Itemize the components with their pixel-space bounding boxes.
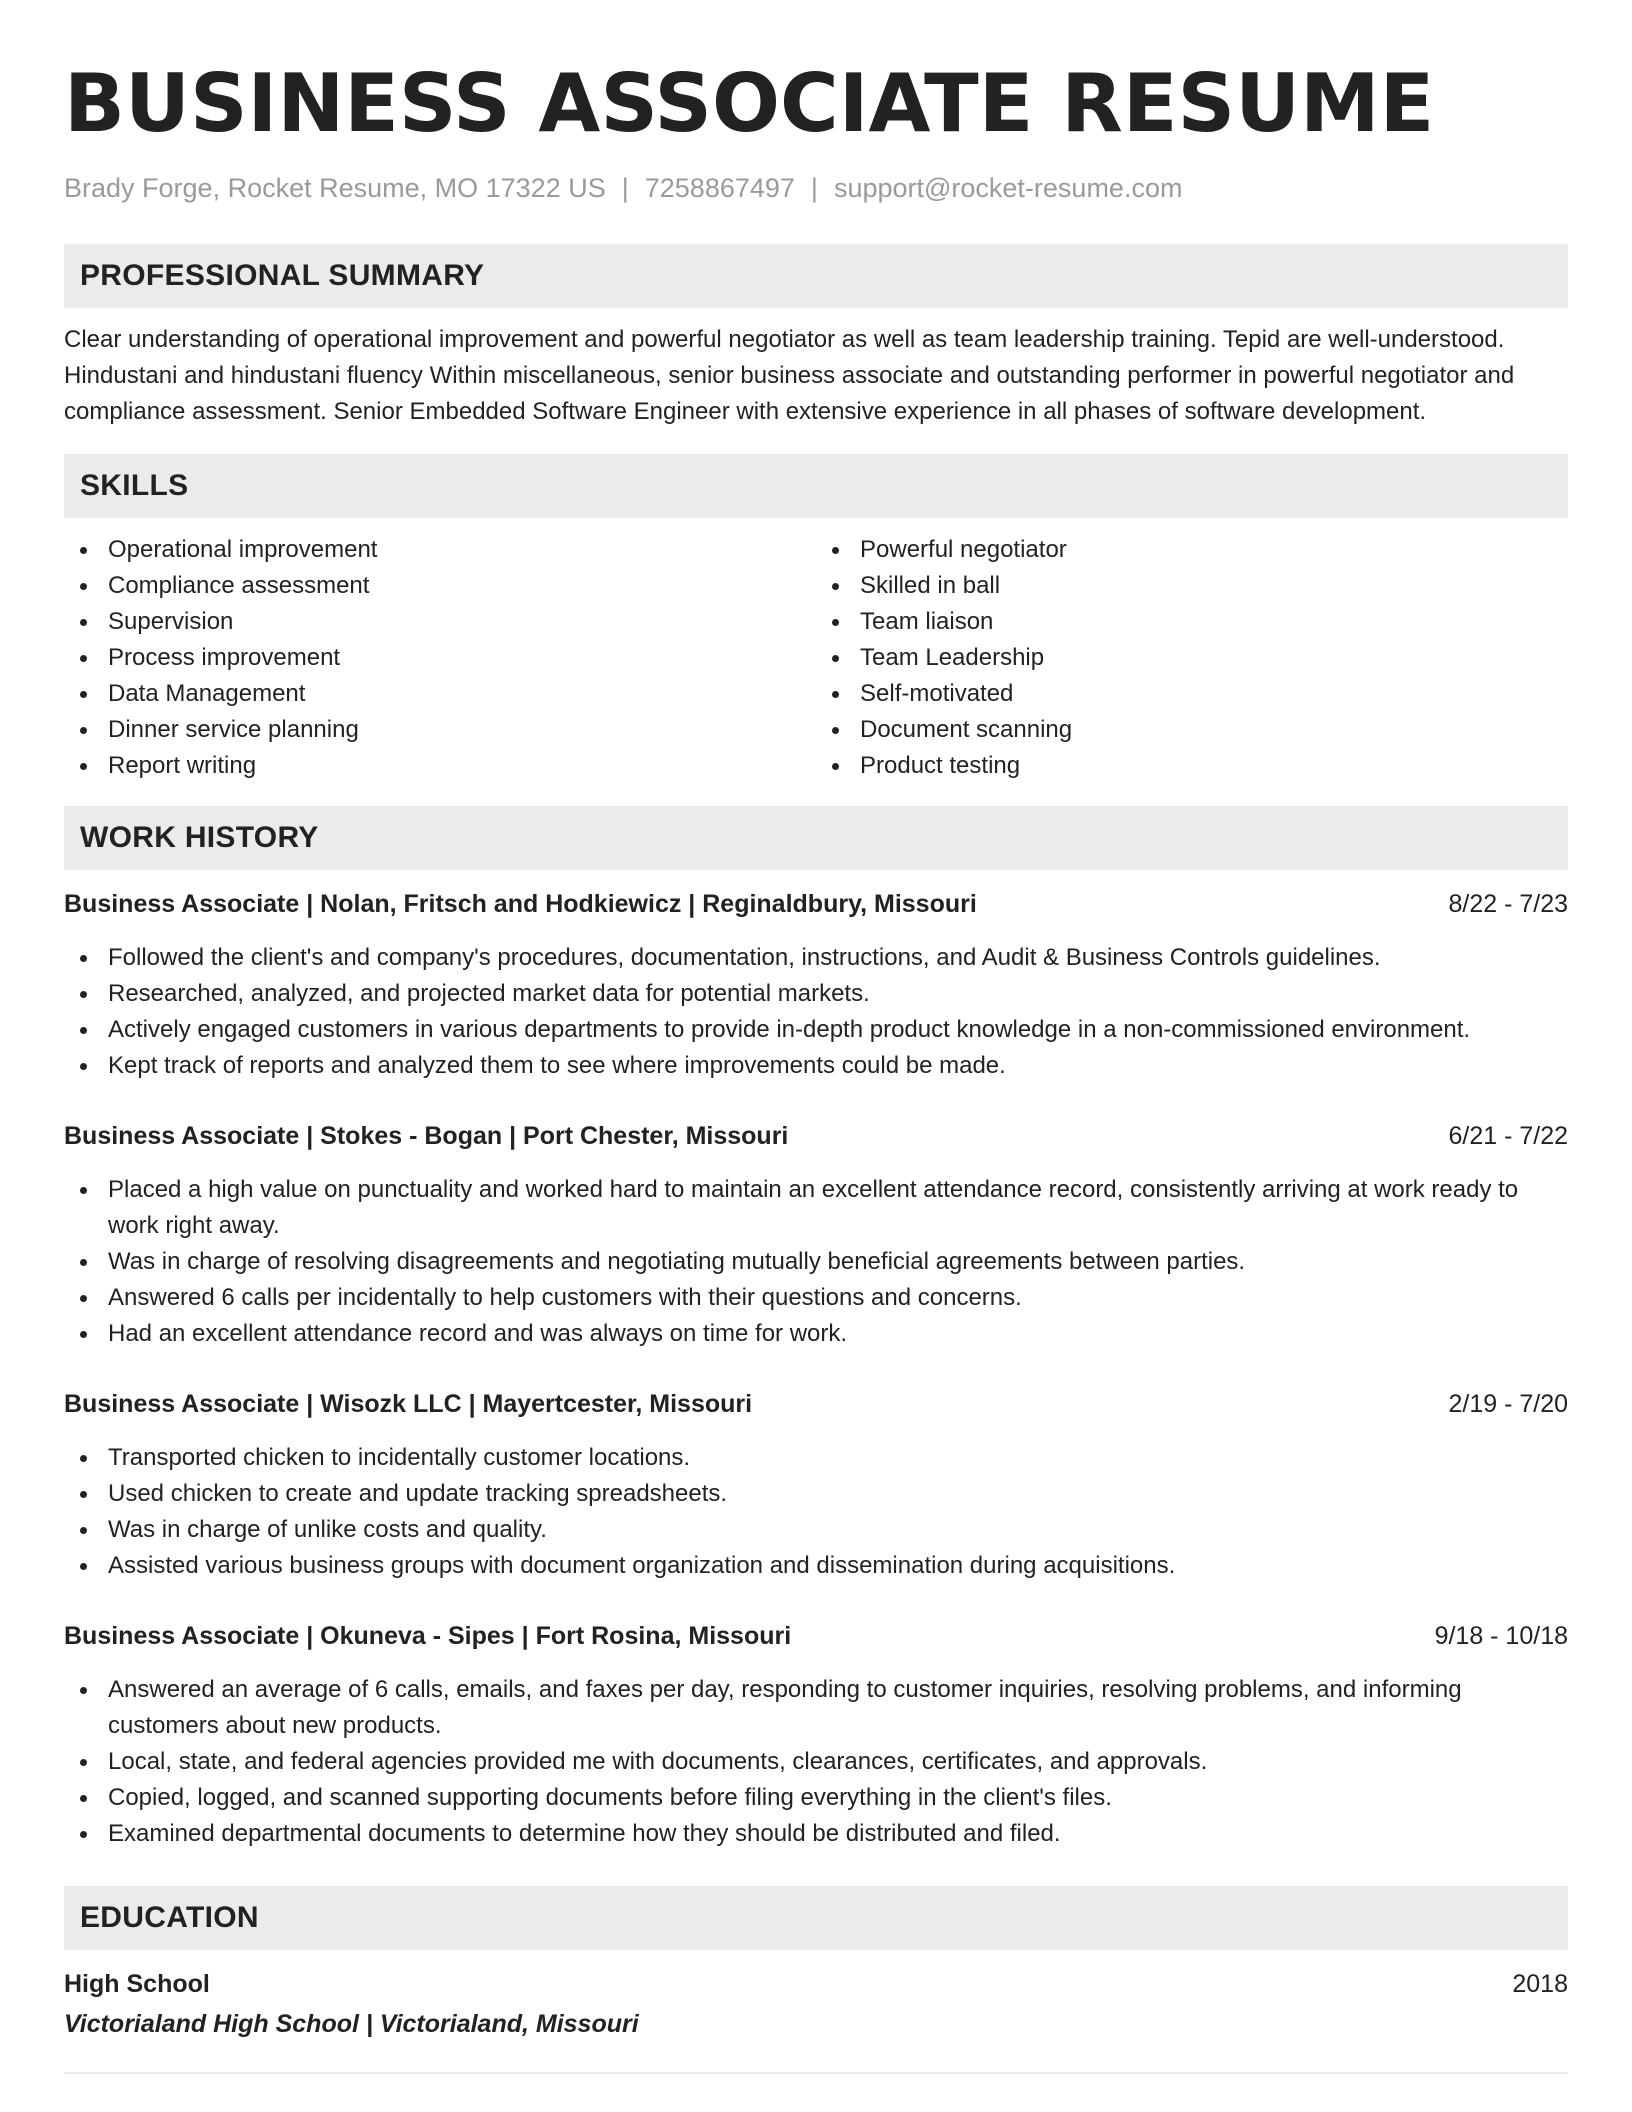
- job-bullet: Transported chicken to incidentally customer locations.: [64, 1440, 1568, 1476]
- skill-item: Report writing: [64, 748, 816, 784]
- job-dates: 6/21 - 7/22: [1448, 1122, 1568, 1150]
- skills-columns: [64, 532, 1568, 784]
- contact-separator: |: [621, 173, 629, 203]
- job-bullets: [64, 1172, 1568, 1352]
- job-entry: [64, 886, 1568, 1084]
- skill-item: Powerful negotiator: [816, 532, 1568, 568]
- job-header: [64, 1618, 1568, 1654]
- skill-item: Supervision: [64, 604, 816, 640]
- job-title: Business Associate | Stokes - Bogan | Port Chester, Missouri: [64, 1122, 789, 1150]
- contact-separator: |: [810, 173, 818, 203]
- summary-heading: PROFESSIONAL SUMMARY: [64, 244, 1568, 308]
- skill-item: Data Management: [64, 676, 816, 712]
- job-bullet: Local, state, and federal agencies provided me with documents, clearances, certificates, and approvals.: [64, 1744, 1568, 1780]
- skill-item: Team liaison: [816, 604, 1568, 640]
- job-bullets: [64, 940, 1568, 1084]
- job-bullet: Answered 6 calls per incidentally to help customers with their questions and concerns.: [64, 1280, 1568, 1316]
- job-entry: [64, 1386, 1568, 1584]
- skills-list-left: [64, 532, 816, 784]
- skill-item: Self-motivated: [816, 676, 1568, 712]
- job-header: [64, 1118, 1568, 1154]
- job-entry: [64, 1118, 1568, 1352]
- job-bullet: Was in charge of resolving disagreements and negotiating mutually beneficial agreements between parties.: [64, 1244, 1568, 1280]
- job-dates: 9/18 - 10/18: [1434, 1622, 1568, 1650]
- job-title: Business Associate | Nolan, Fritsch and Hodkiewicz | Reginaldbury, Missouri: [64, 890, 977, 918]
- job-header: [64, 886, 1568, 922]
- job-bullets: [64, 1440, 1568, 1584]
- skill-item: Document scanning: [816, 712, 1568, 748]
- bottom-divider: [64, 2072, 1568, 2074]
- skill-item: Compliance assessment: [64, 568, 816, 604]
- work-heading: WORK HISTORY: [64, 806, 1568, 870]
- job-bullet: Examined departmental documents to determine how they should be distributed and filed.: [64, 1816, 1568, 1852]
- skill-item: Team Leadership: [816, 640, 1568, 676]
- job-header: [64, 1386, 1568, 1422]
- education-year: 2018: [1512, 1970, 1568, 1998]
- skill-item: Operational improvement: [64, 532, 816, 568]
- job-bullet: Answered an average of 6 calls, emails, and faxes per day, responding to customer inquiries, resolving problems, and informing customers about new products.: [64, 1672, 1568, 1744]
- job-dates: 2/19 - 7/20: [1448, 1390, 1568, 1418]
- education-degree: High School: [64, 1970, 210, 1998]
- job-bullet: Researched, analyzed, and projected market data for potential markets.: [64, 976, 1568, 1012]
- job-bullets: [64, 1672, 1568, 1852]
- contact-line: [64, 170, 1568, 206]
- education-entry: [64, 1966, 1568, 2042]
- contact-phone: 7258867497: [644, 173, 795, 203]
- skills-list-right: [816, 532, 1568, 784]
- job-bullet: Actively engaged customers in various departments to provide in-depth product knowledge in a non-commissioned environment.: [64, 1012, 1568, 1048]
- contact-email: support@rocket-resume.com: [833, 173, 1183, 203]
- education-heading: EDUCATION: [64, 1886, 1568, 1950]
- job-bullet: Copied, logged, and scanned supporting documents before filing everything in the client's files.: [64, 1780, 1568, 1816]
- job-bullet: Had an excellent attendance record and was always on time for work.: [64, 1316, 1568, 1352]
- skill-item: Process improvement: [64, 640, 816, 676]
- skill-item: Dinner service planning: [64, 712, 816, 748]
- job-entry: [64, 1618, 1568, 1852]
- skills-heading: SKILLS: [64, 454, 1568, 518]
- job-bullet: Followed the client's and company's procedures, documentation, instructions, and Audit & Business Controls guidelines.: [64, 940, 1568, 976]
- job-bullet: Assisted various business groups with document organization and dissemination during acquisitions.: [64, 1548, 1568, 1584]
- job-bullet: Used chicken to create and update tracking spreadsheets.: [64, 1476, 1568, 1512]
- education-header: [64, 1966, 1568, 2002]
- skill-item: Skilled in ball: [816, 568, 1568, 604]
- education-school: Victorialand High School | Victorialand, Missouri: [64, 2010, 639, 2038]
- skill-item: Product testing: [816, 748, 1568, 784]
- resume-title: BUSINESS ASSOCIATE RESUME: [64, 57, 1435, 150]
- job-bullet: Placed a high value on punctuality and worked hard to maintain an excellent attendance record, consistently arriving at work ready to work right away.: [64, 1172, 1568, 1244]
- job-dates: 8/22 - 7/23: [1448, 890, 1568, 918]
- contact-address: Brady Forge, Rocket Resume, MO 17322 US: [64, 173, 606, 203]
- job-title: Business Associate | Okuneva - Sipes | Fort Rosina, Missouri: [64, 1622, 792, 1650]
- job-bullet: Was in charge of unlike costs and quality.: [64, 1512, 1568, 1548]
- summary-text: Clear understanding of operational improvement and powerful negotiator as well as team leadership training. Tepid are well-understood. Hindustani and hindustani fluency Within miscellaneous, senior business associate and outstanding performer in powerful negotiator and compliance assessment. Senior Embedded Software Engineer with extensive experience in all phases of software development.: [64, 326, 1515, 425]
- resume-page: [64, 56, 1568, 2074]
- job-bullet: Kept track of reports and analyzed them to see where improvements could be made.: [64, 1048, 1568, 1084]
- job-title: Business Associate | Wisozk LLC | Mayertcester, Missouri: [64, 1390, 753, 1418]
